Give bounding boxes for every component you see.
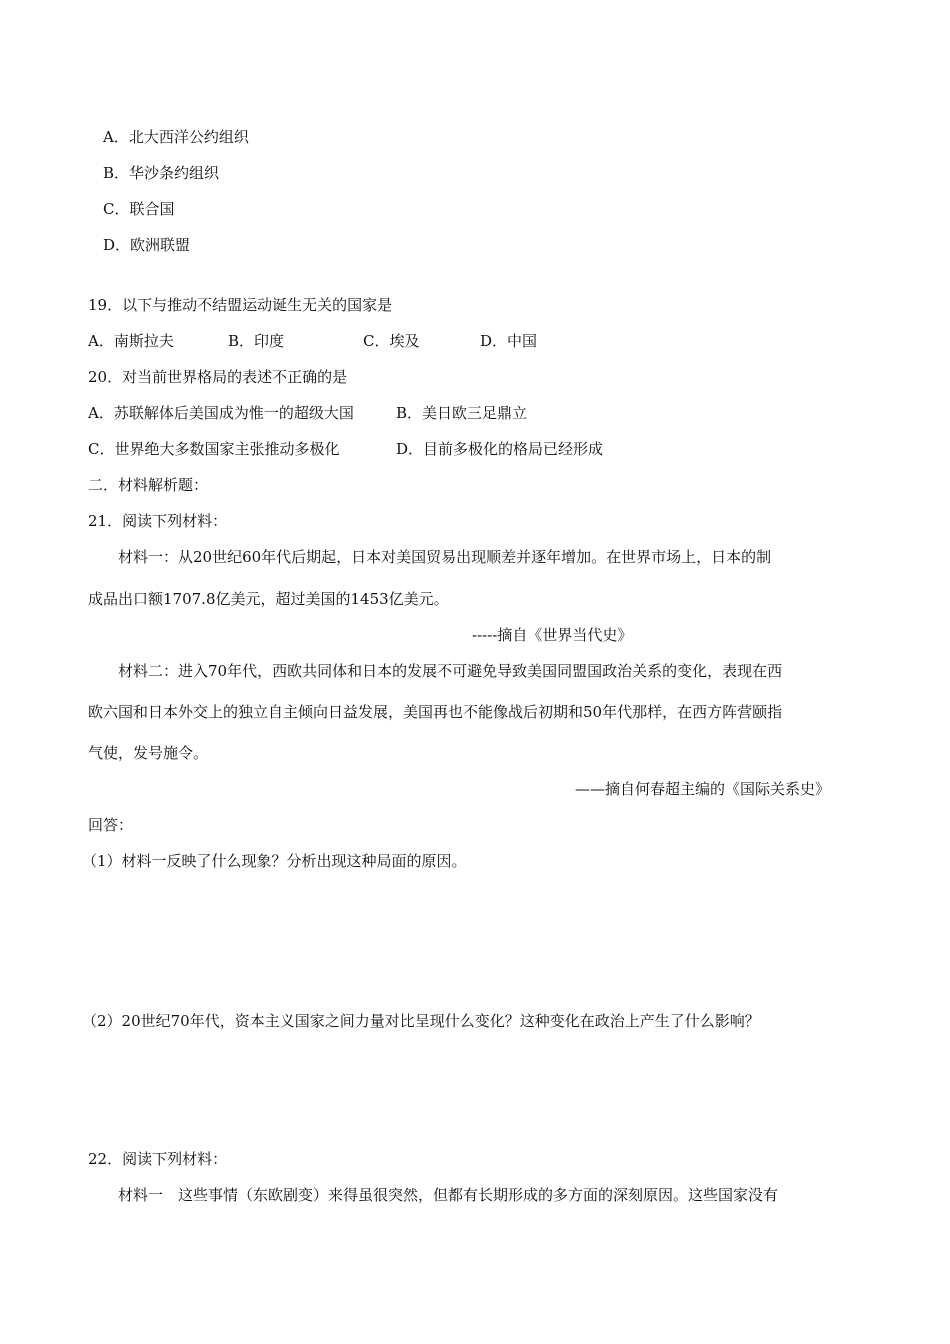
section-title: 二．材料解析题： [88,476,209,494]
q20-option-d: D．目前多极化的格局已经形成 [396,440,604,458]
q19-stem: 19．以下与推动不结盟运动诞生无关的国家是 [88,296,393,314]
q19-option-d: D．中国 [480,332,538,350]
q18-option-c: C．联合国 [103,200,175,218]
q20-option-c: C．世界绝大多数国家主张推动多极化 [88,440,340,458]
q22-stem: 22．阅读下列材料： [88,1150,228,1168]
q18-option-a: A．北大西洋公约组织 [103,128,249,146]
q19-option-c: C．埃及 [363,332,420,350]
q18-option-b: B．华沙条约组织 [103,164,220,182]
q19-options [88,331,588,351]
q21-material2-line1: 材料二：进入70年代，西欧共同体和日本的发展不可避免导致美国同盟国政治关系的变化，表现在西 [118,662,783,680]
q21-material1-source: -----摘自《世界当代史》 [472,626,633,644]
q20-option-b: B．美日欧三足鼎立 [396,404,528,422]
q21-stem: 21．阅读下列材料： [88,512,228,530]
q20-options-row1 [88,403,688,423]
q20-stem: 20．对当前世界格局的表述不正确的是 [88,368,348,386]
q22-material1-line1: 材料一 这些事情（东欧剧变）来得虽很突然，但都有长期形成的多方面的深刻原因。这些国家没有 [118,1186,779,1204]
q19-option-b: B．印度 [228,332,285,350]
q21-subquestion-1: （1）材料一反映了什么现象？分析出现这种局面的原因。 [82,852,467,870]
q21-material2-line3: 气使，发号施令。 [88,744,209,762]
q18-option-d: D．欧洲联盟 [103,236,191,254]
q19-option-a: A．南斯拉夫 [88,332,174,350]
q21-answer-label: 回答： [88,816,134,834]
q21-material2-line2: 欧六国和日本外交上的独立自主倾向日益发展，美国再也不能像战后初期和50年代那样，在西方阵营颐指 [88,703,783,721]
q21-material2-source: ——摘自何春超主编的《国际关系史》 [575,780,831,798]
q21-material1-line1: 材料一：从20世纪60年代后期起，日本对美国贸易出现顺差并逐年增加。在世界市场上，日本的制 [118,548,772,566]
q21-subquestion-2: （2）20世纪70年代，资本主义国家之间力量对比呈现什么变化？这种变化在政治上产生了什么影响？ [82,1012,760,1030]
q20-option-a: A．苏联解体后美国成为惟一的超级大国 [88,404,354,422]
q20-options-row2 [88,439,688,459]
q21-material1-line2: 成品出口额1707.8亿美元，超过美国的1453亿美元。 [88,590,449,608]
